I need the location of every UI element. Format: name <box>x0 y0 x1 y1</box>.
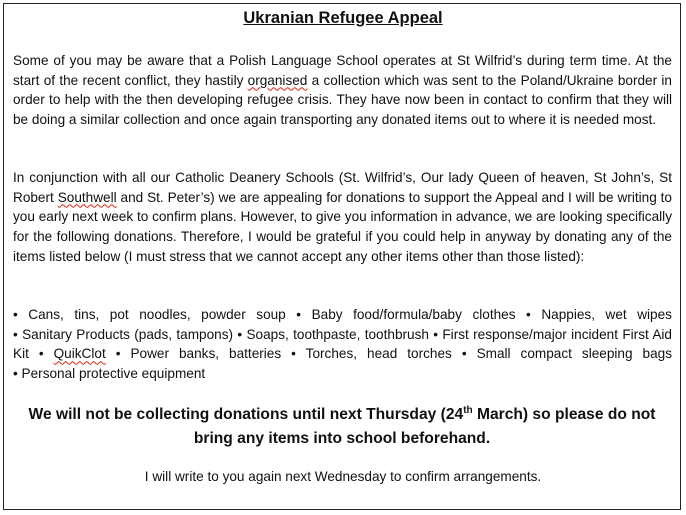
spellcheck-word-southwell: Southwell <box>57 189 117 205</box>
donation-item: • Sanitary Products (pads, tampons) <box>13 326 234 342</box>
bullet-icon: • <box>526 307 531 322</box>
donation-item: • Torches, head torches <box>291 346 452 362</box>
intro-paragraph <box>13 51 672 130</box>
donation-item-continued: compact sleeping bags <box>520 346 673 362</box>
donation-item: • Personal protective equipment <box>13 366 206 382</box>
donation-items-list <box>13 305 672 384</box>
appeal-paragraph <box>13 168 672 267</box>
donation-item: • Soaps, toothpaste, toothbrush <box>237 326 429 342</box>
donation-item-continued: incident First Aid Kit <box>13 326 672 362</box>
bullet-icon: • <box>296 307 302 322</box>
donation-item: • Nappies, wet wipes <box>526 307 672 322</box>
spellcheck-word-organised: organised <box>247 72 308 88</box>
bullet-icon: • <box>38 346 44 362</box>
donation-item: • Cans, tins, pot noodles, powder soup <box>13 307 286 322</box>
bullet-icon: • <box>461 346 467 362</box>
spellcheck-word-quikclot: QuikClot <box>53 346 106 362</box>
intro-text-start: Some of you may be aware that a Polish Language School operates at St Wilfrid’s during term time. At the start of the recent conflict, they hastily <box>13 53 672 88</box>
appeal-text-start: In conjunction with all our Catholic Deanery Schools (St. Wilfrid’s, Our lady Queen of heaven, St John’s, St Robert <box>13 170 672 205</box>
bullet-icon: • <box>13 326 18 342</box>
intro-text-end: a collection which was sent to the Poland/Ukraine border in order to help with the then developing refugee crisis. They have now been in contact to confirm that they will be doing a similar collection and once again transporting any donated items out to where it is needed most. <box>13 72 672 128</box>
page-title: Ukranian Refugee Appeal <box>243 9 443 27</box>
donation-item: • Power banks, batteries <box>115 346 282 362</box>
donation-item: • Small <box>461 346 511 362</box>
bullet-icon: • <box>237 326 243 342</box>
donation-item: • First response/major <box>433 326 567 342</box>
bullet-icon: • <box>291 346 296 362</box>
bullet-icon: • <box>433 326 439 342</box>
appeal-text-end: and St. Peter’s) we are appealing for donations to support the Appeal and I will be writing to you early next week to confirm plans. However, to give you information in advance, we are looking specifically for the following donations. Therefore, I would be grateful if you could help in anyway by donating any of the items listed below (I must stress that we cannot accept any other items other than those listed): <box>13 189 672 264</box>
donation-item: • Baby food/formula/baby clothes <box>296 307 516 322</box>
collection-notice: We will not be collecting donations until next Thursday (24th March) so please do not bring any items into school beforehand. <box>28 404 656 447</box>
bullet-icon: • <box>13 307 18 322</box>
donation-item <box>39 346 106 361</box>
bullet-icon: • <box>13 366 18 382</box>
footer-note: I will write to you again next Wednesday to confirm arrangements. <box>144 469 542 484</box>
bullet-icon: • <box>115 346 121 362</box>
ordinal-suffix: th <box>463 404 473 416</box>
